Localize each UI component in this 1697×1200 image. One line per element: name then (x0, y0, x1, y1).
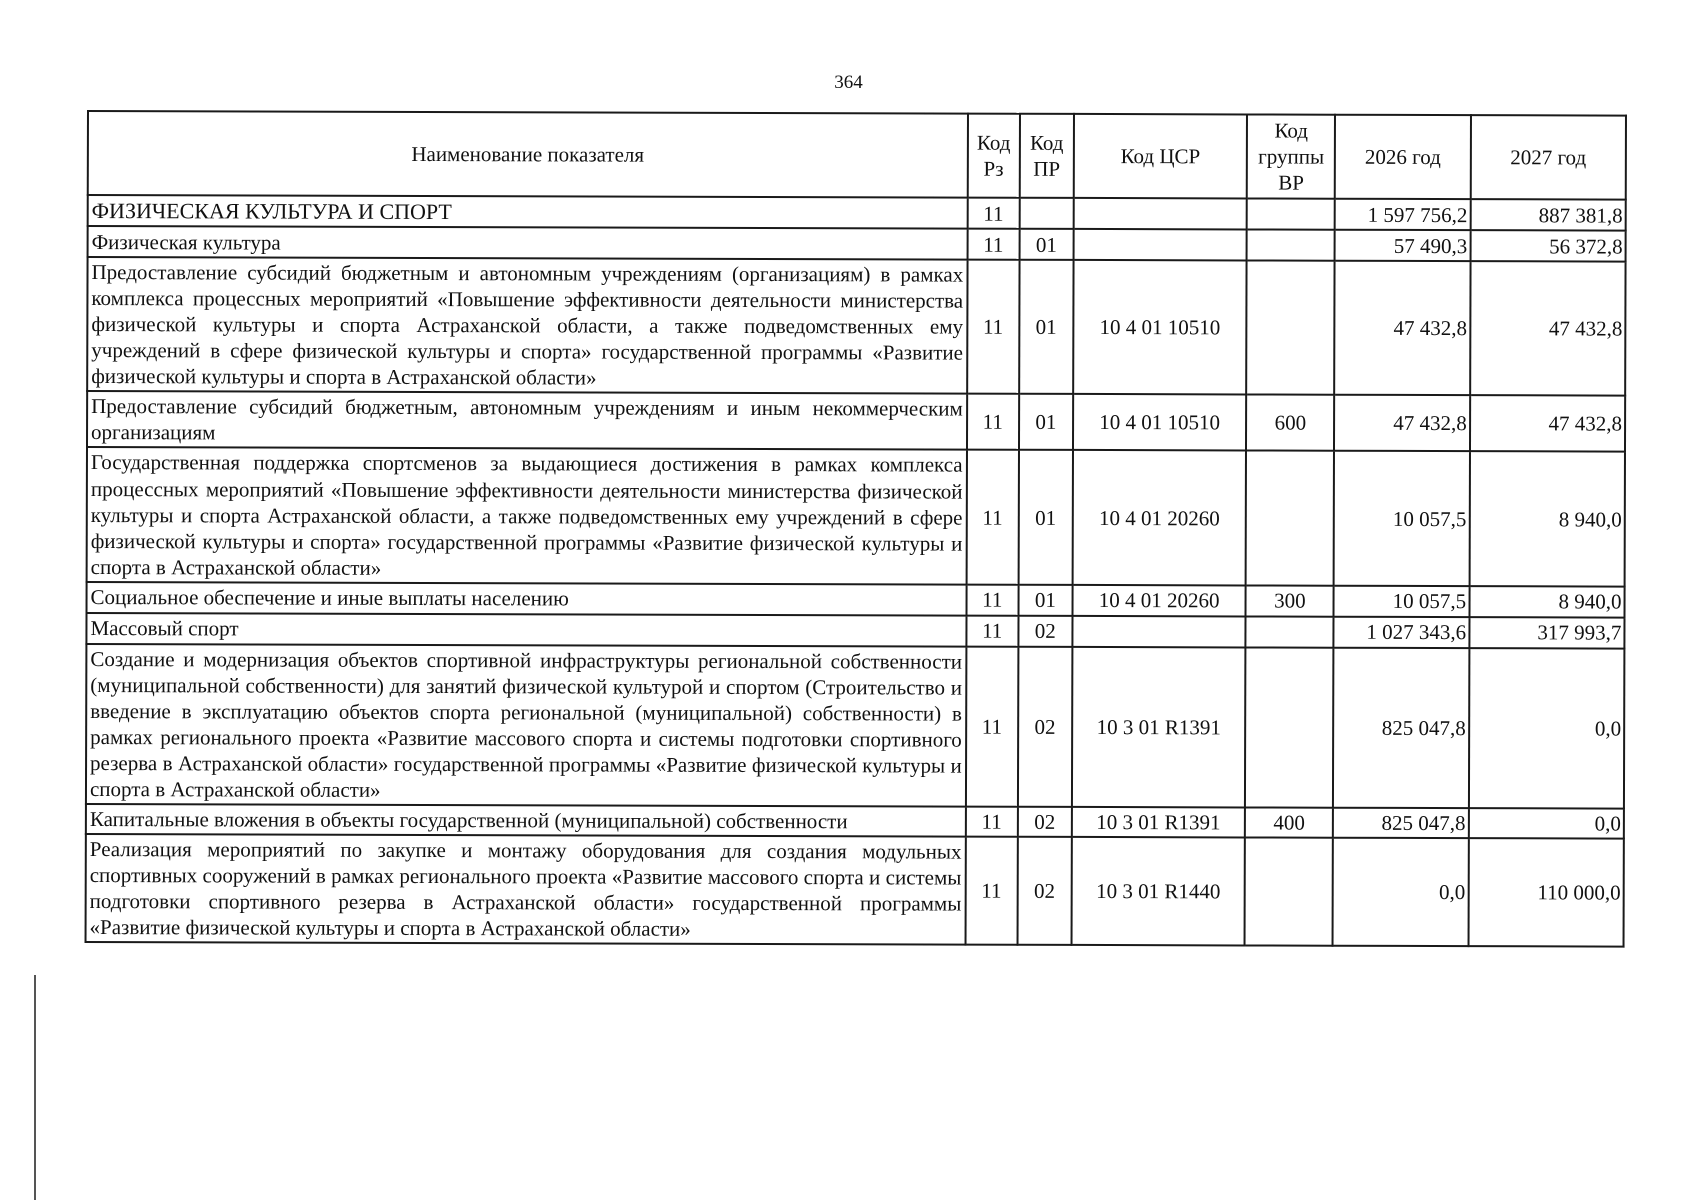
row-2027: 887 381,8 (1470, 199, 1625, 231)
budget-table (85, 110, 1627, 948)
row-2027: 47 432,8 (1470, 396, 1626, 453)
row-2026: 825 047,8 (1333, 808, 1468, 838)
row-2027: 47 432,8 (1470, 261, 1626, 396)
row-rz: 11 (966, 615, 1018, 646)
row-pr: 01 (1018, 584, 1072, 615)
row-2026: 1 027 343,6 (1334, 616, 1469, 647)
row-pr: 02 (1018, 646, 1073, 806)
row-csr: 10 3 01 R1391 (1072, 647, 1246, 808)
row-pr: 01 (1019, 229, 1073, 260)
row-pr: 02 (1017, 837, 1071, 945)
row-vr: 400 (1245, 807, 1333, 837)
row-2026: 47 432,8 (1334, 395, 1469, 451)
row-rz: 11 (966, 646, 1019, 806)
row-2027: 0,0 (1469, 648, 1625, 809)
row-pr: 01 (1019, 394, 1073, 450)
table-row (86, 834, 1624, 947)
row-vr (1245, 647, 1334, 807)
row-csr: 10 3 01 R1440 (1071, 837, 1245, 946)
row-vr (1247, 198, 1335, 230)
row-csr: 10 4 01 10510 (1073, 394, 1246, 451)
row-pr: 01 (1018, 450, 1072, 584)
row-csr (1074, 198, 1247, 230)
row-rz: 11 (967, 394, 1019, 450)
row-vr (1246, 261, 1335, 395)
row-vr: 300 (1246, 585, 1334, 616)
row-csr: 10 4 01 20260 (1072, 450, 1246, 585)
binding-edge-line (34, 975, 36, 1200)
row-csr: 10 3 01 R1391 (1072, 807, 1245, 838)
row-2027: 110 000,0 (1468, 838, 1624, 947)
header-pr: Код ПР (1020, 114, 1074, 198)
table-row (87, 582, 1625, 618)
row-pr: 02 (1018, 807, 1072, 837)
row-name: Капитальные вложения в объекты государственной (муниципальной) собственности (86, 804, 966, 837)
row-name: Создание и модернизация объектов спортивной инфраструктуры региональной собственности (муниципальной собственности) для занятий физической культурой и спортом (Строительство и введение в эксплуатацию объектов спорта региональной (муниципальной) собственности) в рамках регионального проекта «Развитие массового спорта и системы подготовки спортивного резерва в Астраханской области» государственной программы «Развитие физической культуры и спорта в Астраханской области» (86, 644, 966, 807)
row-name: Предоставление субсидий бюджетным, автономным учреждениям и иным некоммерческим организациям (87, 391, 967, 450)
page-number: 364 (834, 72, 863, 93)
row-2026: 1 597 756,2 (1335, 199, 1470, 231)
row-csr: 10 4 01 20260 (1072, 585, 1245, 617)
table-row (86, 613, 1624, 649)
row-name: Реализация мероприятий по закупке и монтажу оборудования для создания модульных спортивных сооружений в рамках регионального проекта «Развитие массового спорта и системы подготовки спортивного резерва в Астраханской области» государственной программы «Развитие физической культуры и спорта в Астраханской области» (86, 834, 966, 945)
row-name: ФИЗИЧЕСКАЯ КУЛЬТУРА И СПОРТ (88, 195, 968, 229)
table-row (88, 226, 1626, 262)
row-rz: 11 (967, 198, 1019, 229)
row-pr: 02 (1018, 615, 1072, 646)
header-2027: 2027 год (1470, 115, 1626, 199)
header-name: Наименование показателя (88, 111, 968, 198)
header-2026: 2026 год (1335, 115, 1470, 199)
row-2026: 10 057,5 (1334, 451, 1470, 586)
row-pr (1019, 198, 1073, 229)
row-2026: 10 057,5 (1334, 585, 1469, 616)
row-vr (1246, 616, 1334, 647)
table-row (88, 195, 1626, 231)
row-2027: 56 372,8 (1470, 230, 1625, 261)
row-vr: 600 (1246, 395, 1334, 451)
row-name: Государственная поддержка спортсменов за выдающиеся достижения в рамках комплекса процессных мероприятий «Повышение эффективности деятельности министерства физической культуры и спорта Астраханской области, а также подведомственных ему учреждений в сфере физической культуры и спорта» государственной программы «Развитие физической культуры и спорта в Астраханской области» (87, 447, 967, 584)
table-row (86, 804, 1624, 839)
row-name: Физическая культура (88, 226, 968, 260)
row-vr (1247, 230, 1335, 261)
row-csr (1072, 616, 1245, 648)
row-vr (1246, 451, 1335, 585)
table-row (87, 391, 1625, 452)
table-row (87, 447, 1625, 586)
row-2026: 0,0 (1333, 838, 1469, 947)
row-rz: 11 (966, 806, 1018, 836)
row-2026: 825 047,8 (1333, 647, 1469, 808)
row-rz: 11 (967, 260, 1019, 394)
row-vr (1245, 837, 1333, 945)
row-2027: 8 940,0 (1469, 586, 1624, 617)
row-rz: 11 (966, 584, 1018, 615)
row-csr (1073, 229, 1246, 261)
row-name: Предоставление субсидий бюджетным и автономным учреждениям (организациям) в рамках комплекса процессных мероприятий «Повышение эффективности деятельности министерства физической культуры и спорта Астраханской области, а также подведомственных ему учреждений в сфере физической культуры и спорта» государственной программы «Развитие физической культуры и спорта в Астраханской области» (87, 257, 967, 394)
header-rz: Код Рз (967, 114, 1019, 198)
row-2026: 47 432,8 (1335, 261, 1471, 396)
row-pr: 01 (1019, 260, 1073, 394)
table-row (87, 257, 1625, 396)
table-row (86, 644, 1624, 809)
table-header-row (88, 111, 1626, 200)
row-csr: 10 4 01 10510 (1073, 260, 1247, 395)
row-name: Социальное обеспечение и иные выплаты населению (87, 582, 967, 616)
row-2027: 317 993,7 (1469, 617, 1624, 648)
row-rz: 11 (965, 836, 1017, 944)
row-2027: 8 940,0 (1469, 452, 1625, 587)
header-vr: Код группы ВР (1247, 114, 1335, 198)
row-2027: 0,0 (1468, 808, 1623, 838)
row-rz: 11 (967, 229, 1019, 260)
header-csr: Код ЦСР (1074, 114, 1248, 199)
row-2026: 57 490,3 (1335, 230, 1470, 261)
row-rz: 11 (966, 450, 1018, 584)
row-name: Массовый спорт (86, 613, 966, 647)
